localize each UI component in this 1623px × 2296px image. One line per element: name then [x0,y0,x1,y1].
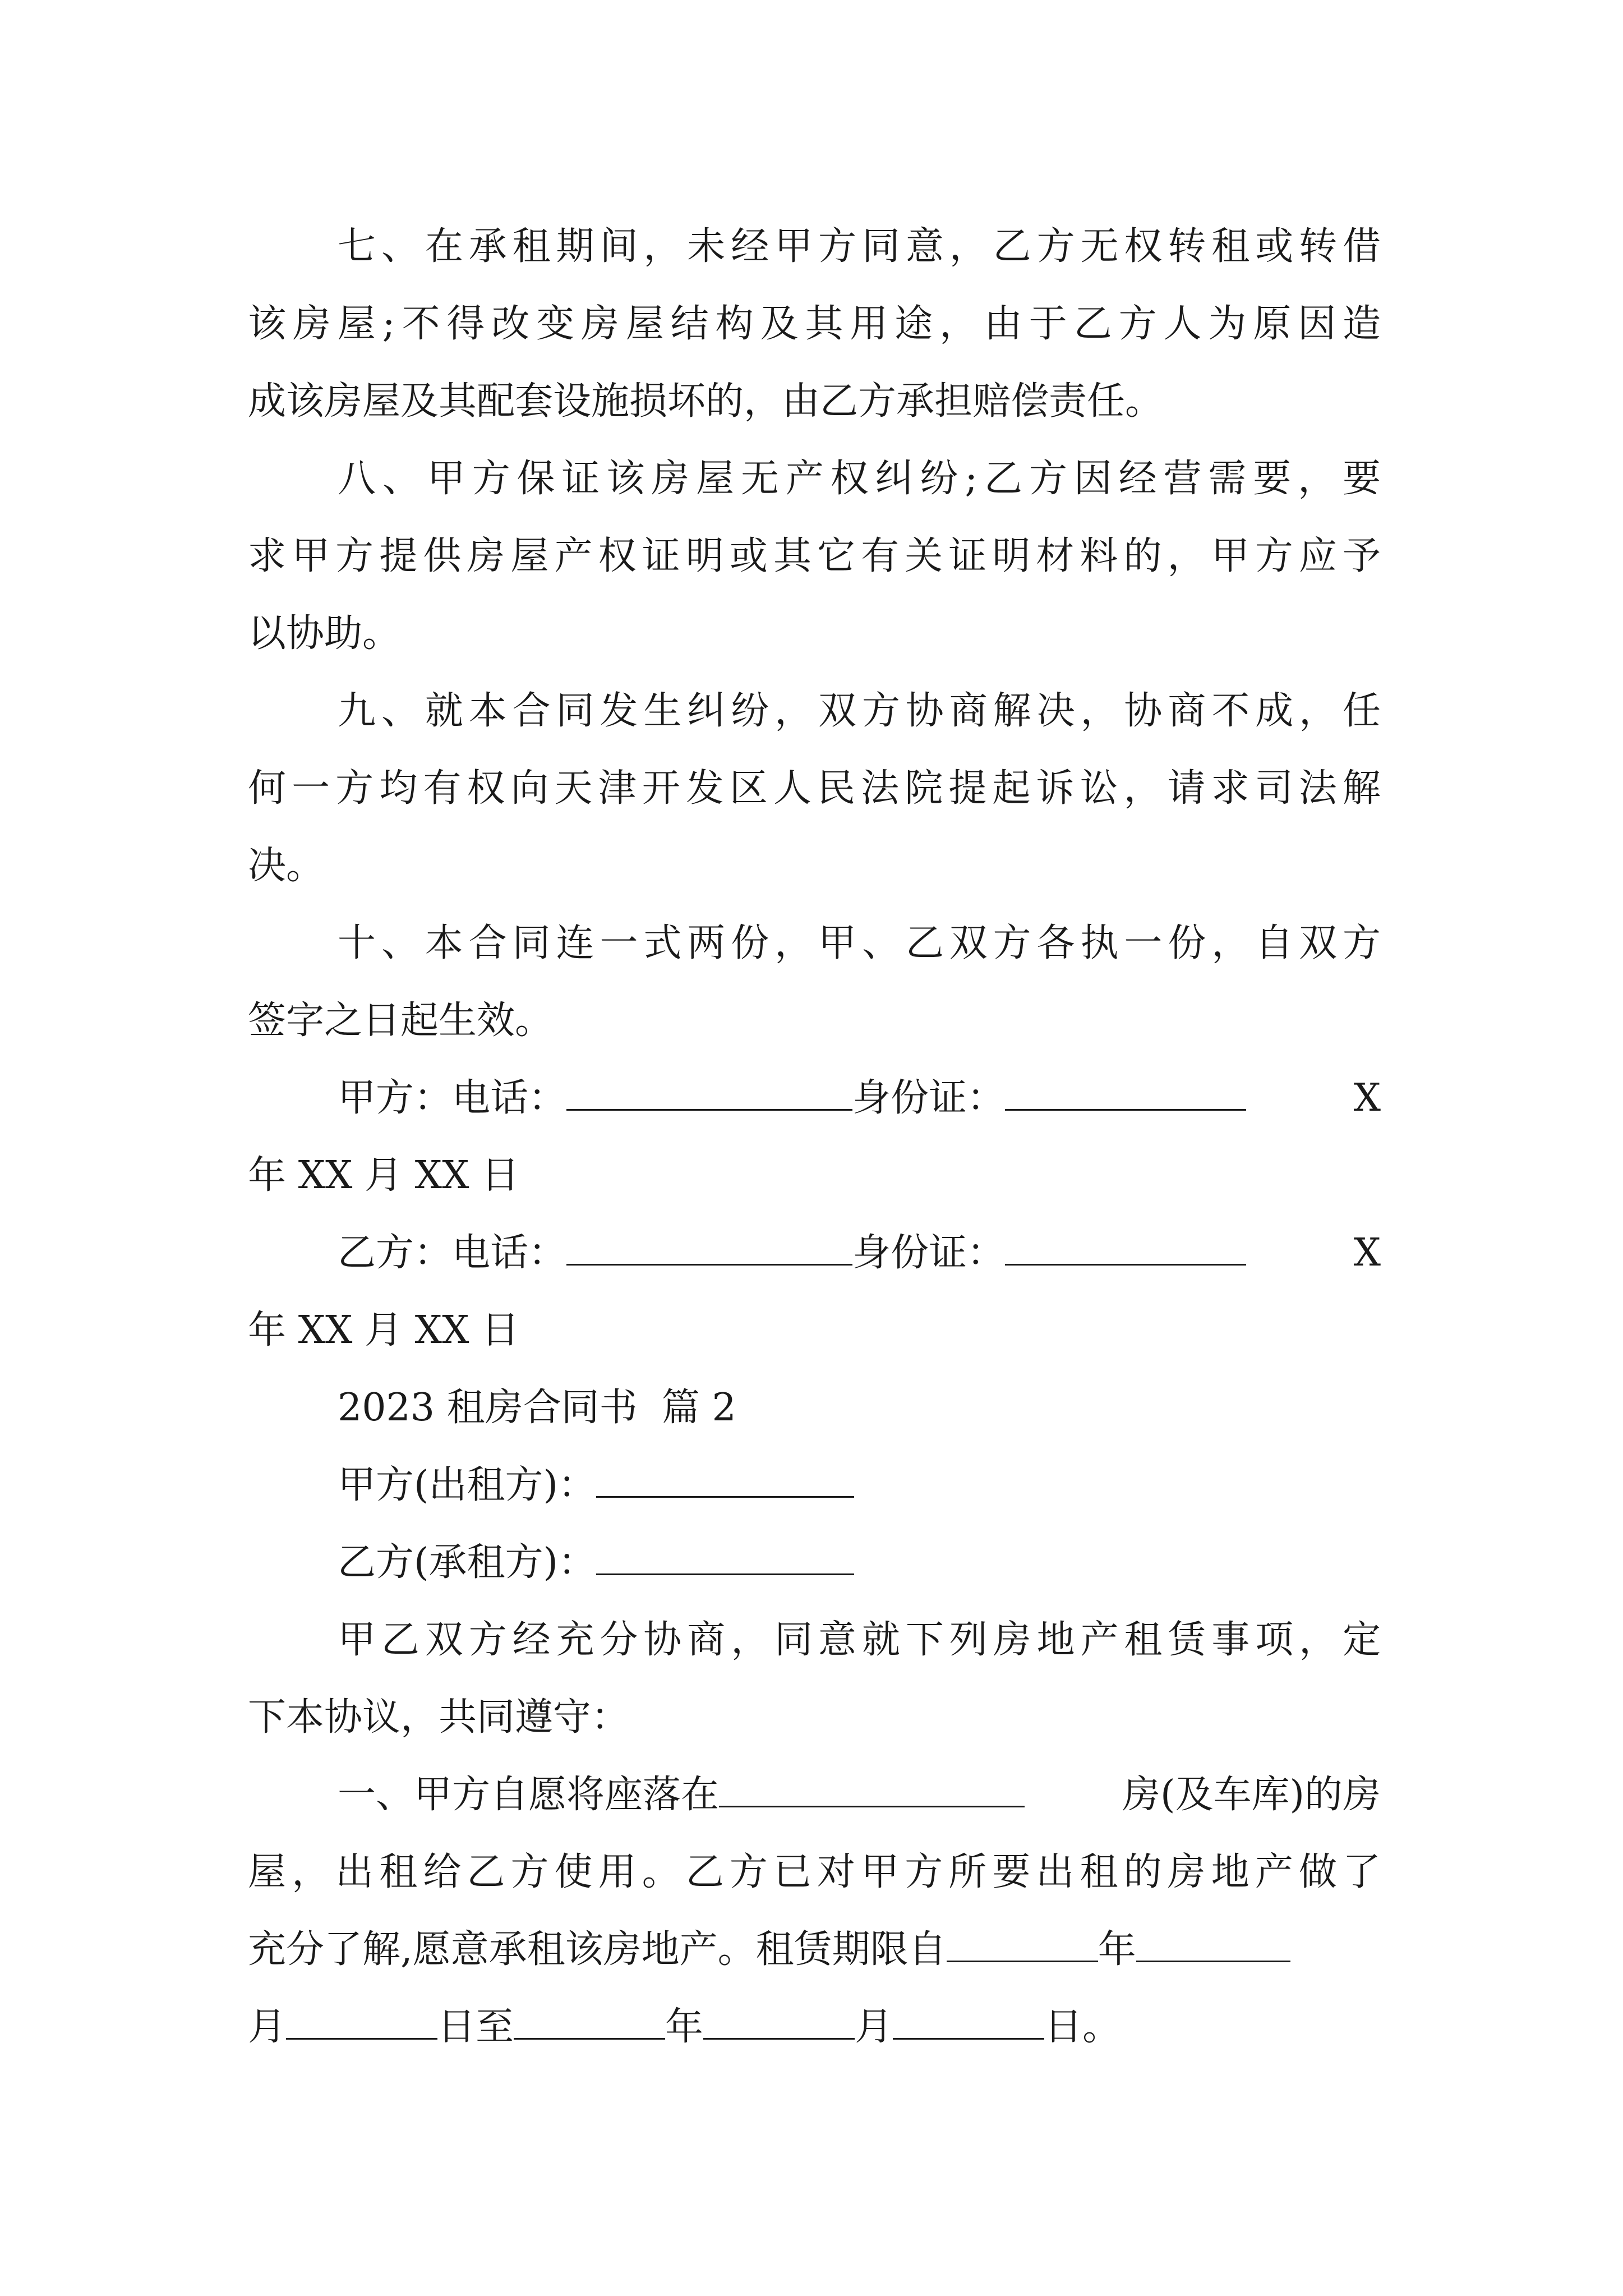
clause-1-text-b: 房(及车库)的房 [1122,1773,1381,1817]
lessee-line [338,1535,1381,1591]
party-a-id-label: 身份证： [852,1076,1006,1120]
section-2-title: 2023 租房合同书 篇 2 [338,1386,736,1430]
lessor-line [338,1457,1381,1513]
clause-8-line-2: 求甲方提供房屋产权证明或其它有关证明材料的，甲方应予 [248,534,1381,578]
clause-9-line-2: 何一方均有权向天津开发区人民法院提起诉讼，请求司法解 [248,766,1381,811]
start-year-blank[interactable] [947,1927,1098,1962]
party-a-signature-line [338,1070,1381,1126]
start-month-blank[interactable] [1136,1927,1290,1962]
clause-1-line-1 [338,1767,1381,1823]
property-location-blank[interactable] [719,1772,1025,1807]
party-a-phone-blank[interactable] [566,1075,852,1111]
intro-line-1: 甲乙双方经充分协商，同意就下列房地产租赁事项，定 [338,1618,1381,1662]
clause-8-line-1: 八、甲方保证该房屋无产权纠纷;乙方因经营需要，要 [338,457,1381,501]
lessee-label: 乙方(承租方)： [338,1540,597,1585]
day-to-label: 日至 [437,2005,514,2049]
party-b-phone-blank[interactable] [566,1230,852,1266]
party-a-date-tail: X [1353,1076,1381,1120]
party-b-id-label: 身份证： [852,1231,1006,1275]
party-b-signature-line [338,1225,1381,1281]
lessor-blank[interactable] [596,1462,854,1498]
clause-8-line-3: 以协助。 [248,611,401,656]
intro-line-2: 下本协议，共同遵守： [248,1695,630,1740]
end-year-label: 年 [665,2005,704,2049]
clause-1-text-a: 一、甲方自愿将座落在 [338,1773,720,1817]
lessor-label: 甲方(出租方)： [338,1463,597,1507]
clause-9-line-1: 九、就本合同发生纠纷，双方协商解决，协商不成，任 [338,689,1381,733]
day-end-label: 日。 [1044,2005,1121,2049]
party-a-phone-label: 甲方：电话： [338,1076,567,1120]
end-month-label: 月 [855,2005,893,2049]
party-b-phone-label: 乙方：电话： [338,1231,567,1275]
party-b-id-blank[interactable] [1005,1230,1246,1266]
start-year-label: 年 [1098,1927,1136,1972]
clause-7-line-3: 成该房屋及其配套设施损坏的，由乙方承担赔偿责任。 [248,379,1164,424]
clause-10-line-1: 十、本合同连一式两份，甲、乙双方各执一份，自双方 [338,921,1381,965]
start-month-label: 月 [248,2005,287,2049]
clause-7-line-2: 该房屋;不得改变房屋结构及其用途，由于乙方人为原因造 [248,302,1381,346]
clause-1-line-4 [248,1999,1381,2055]
clause-1-line-2: 屋，出租给乙方使用。乙方已对甲方所要出租的房地产做了 [248,1850,1381,1894]
party-b-date-tail: X [1353,1231,1381,1275]
party-b-date: 年 XX 月 XX 日 [248,1308,520,1352]
clause-1-text-c: 充分了解,愿意承租该房地产。租赁期限自 [248,1927,947,1972]
end-year-blank[interactable] [514,2004,665,2040]
start-day-blank[interactable] [286,2004,437,2040]
clause-10-line-2: 签字之日起生效。 [248,999,554,1043]
clause-7-line-1: 七、在承租期间，未经甲方同意，乙方无权转租或转借 [338,224,1381,269]
party-a-id-blank[interactable] [1005,1075,1246,1111]
end-day-blank[interactable] [893,2004,1044,2040]
clause-9-line-3: 决。 [248,844,325,888]
party-a-date: 年 XX 月 XX 日 [248,1153,520,1198]
lessee-blank[interactable] [596,1540,854,1575]
clause-1-line-3 [248,1922,1381,1978]
end-month-blank[interactable] [703,2004,855,2040]
